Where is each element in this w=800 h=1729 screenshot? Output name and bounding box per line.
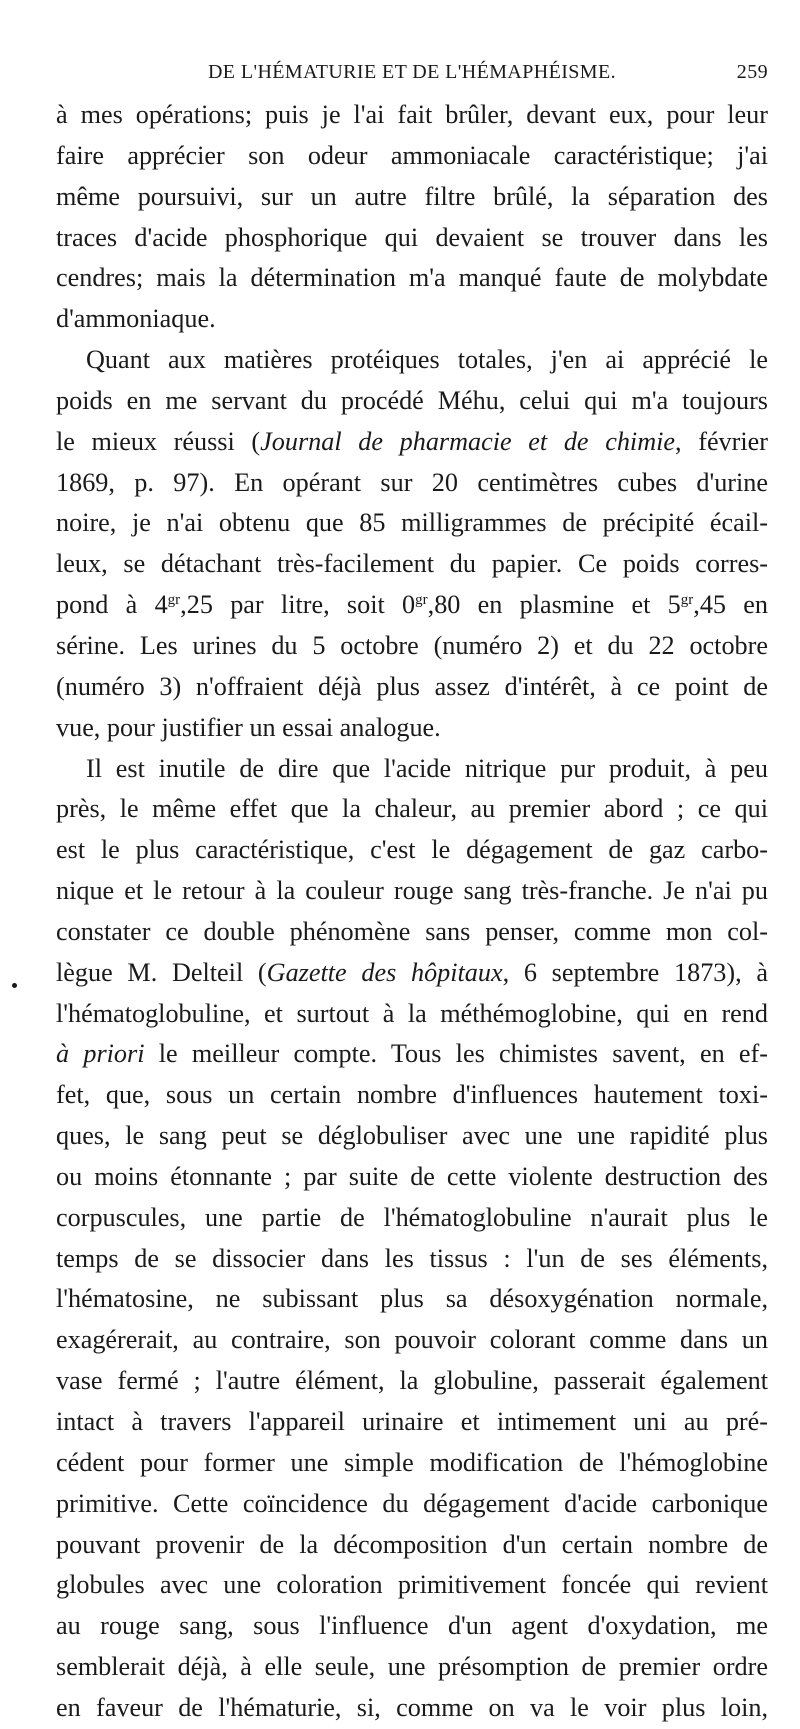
text-body (56, 95, 768, 1729)
text-line: ques, le sang peut se déglobuliser avec une une rapidité plus (56, 1121, 768, 1151)
text-line (56, 1034, 768, 1075)
text-line: faire apprécier son odeur ammoniacale caractéristique; j'ai (56, 140, 768, 170)
text-line: constater ce double phénomène sans penser, comme mon col- (56, 916, 768, 946)
text-fragment: le mieux réussi ( (56, 426, 261, 456)
paragraph-start-line: Il est inutile de dire que l'acide nitrique pur produit, à peu (86, 753, 768, 783)
journal-citation: Journal de pharmacie et de chimie (260, 426, 676, 456)
text-line: globules avec une coloration primitivement foncée qui revient (56, 1570, 768, 1600)
text-fragment: , février (675, 426, 768, 456)
margin-dot-mark (12, 983, 17, 988)
text-line: près, le même effet que la chaleur, au premier abord ; ce qui (56, 794, 768, 824)
text-fragment: , 6 septembre 1873), à (502, 957, 768, 987)
text-line: noire, je n'ai obtenu que 85 milligrammes de précipité écail- (56, 508, 768, 538)
gram-unit: gr (167, 592, 181, 609)
text-line: cédent pour former une simple modification de l'hémoglobine (56, 1447, 768, 1477)
text-line: cendres; mais la détermination m'a manqué faute de molybdate (56, 263, 768, 293)
page-number: 259 (736, 61, 768, 83)
text-line: ou moins étonnante ; par suite de cette violente destruction des (56, 1161, 768, 1191)
text-line: temps de se dissocier dans les tissus : l'un de ses éléments, (56, 1243, 768, 1273)
paragraph-start-line: Quant aux matières protéiques totales, j'en ai apprécié le (86, 345, 768, 375)
text-line (56, 422, 768, 463)
text-line: sérine. Les urines du 5 octobre (numéro 2) et du 22 octobre (56, 630, 768, 660)
gram-unit: gr (680, 592, 694, 609)
text-line: semblerait déjà, à elle seule, une présomption de premier ordre (56, 1652, 768, 1682)
text-line: pouvant provenir de la décomposition d'un certain nombre de (56, 1529, 768, 1559)
text-fragment: ,45 en (693, 590, 769, 620)
text-line: nique et le retour à la couleur rouge sang très-franche. Je n'ai pu (56, 876, 768, 906)
text-line: vase fermé ; l'autre élément, la globuline, passerait également (56, 1366, 768, 1396)
text-line: (numéro 3) n'offraient déjà plus assez d'intérêt, à ce point de (56, 671, 768, 701)
text-line: l'hématosine, ne subissant plus sa désoxygénation normale, (56, 1284, 768, 1314)
text-line: même poursuivi, sur un autre filtre brûlé, la séparation des (56, 181, 768, 211)
text-line: l'hématoglobuline, et surtout à la méthémoglobine, qui en rend (56, 998, 768, 1028)
text-line (56, 585, 768, 626)
text-line: 1869, p. 97). En opérant sur 20 centimètres cubes d'urine (56, 467, 768, 497)
text-line: d'ammoniaque. (56, 304, 216, 334)
text-fragment: ,25 par litre, soit 0 (180, 590, 416, 620)
text-line: intact à travers l'appareil urinaire et intimement uni au pré- (56, 1407, 768, 1436)
text-line: vue, pour justifier un essai analogue. (56, 712, 441, 742)
gram-unit: gr (415, 592, 428, 609)
running-title: DE L'HÉMATURIE ET DE L'HÉMAPHÉISME. (207, 61, 617, 83)
text-line: poids en me servant du procédé Méhu, celui qui m'a toujours (56, 385, 768, 415)
text-line: est le plus caractéristique, c'est le dégagement de gaz carbo- (56, 835, 768, 865)
text-line: au rouge sang, sous l'influence d'un agent d'oxydation, me (56, 1611, 768, 1641)
text-line: exagérerait, au contraire, son pouvoir colorant comme dans un (56, 1325, 768, 1355)
running-head (56, 59, 768, 85)
text-line (56, 953, 768, 994)
text-fragment: lègue M. Delteil ( (56, 957, 267, 987)
text-line: leux, se détachant très-facilement du papier. Ce poids corres- (56, 549, 768, 579)
text-line: en faveur de l'hématurie, si, comme on va le voir plus loin, (56, 1692, 768, 1722)
text-line: primitive. Cette coïncidence du dégagement d'acide carbonique (56, 1488, 768, 1518)
text-line: fet, que, sous un certain nombre d'influences hautement toxi- (56, 1080, 768, 1110)
latin-phrase: à priori (56, 1039, 145, 1069)
text-fragment: pond à 4 (56, 590, 168, 620)
text-line: à mes opérations; puis je l'ai fait brûler, devant eux, pour leur (56, 100, 768, 129)
gazette-citation: Gazette des hôpitaux (266, 957, 503, 987)
text-line: traces d'acide phosphorique qui devaient se trouver dans les (56, 222, 768, 252)
text-fragment: le meilleur compte. Tous les chimistes savent, en ef- (144, 1039, 768, 1069)
text-line: corpuscules, une partie de l'hématoglobuline n'aurait plus le (56, 1202, 768, 1232)
text-fragment: ,80 en plasmine et 5 (427, 590, 681, 620)
